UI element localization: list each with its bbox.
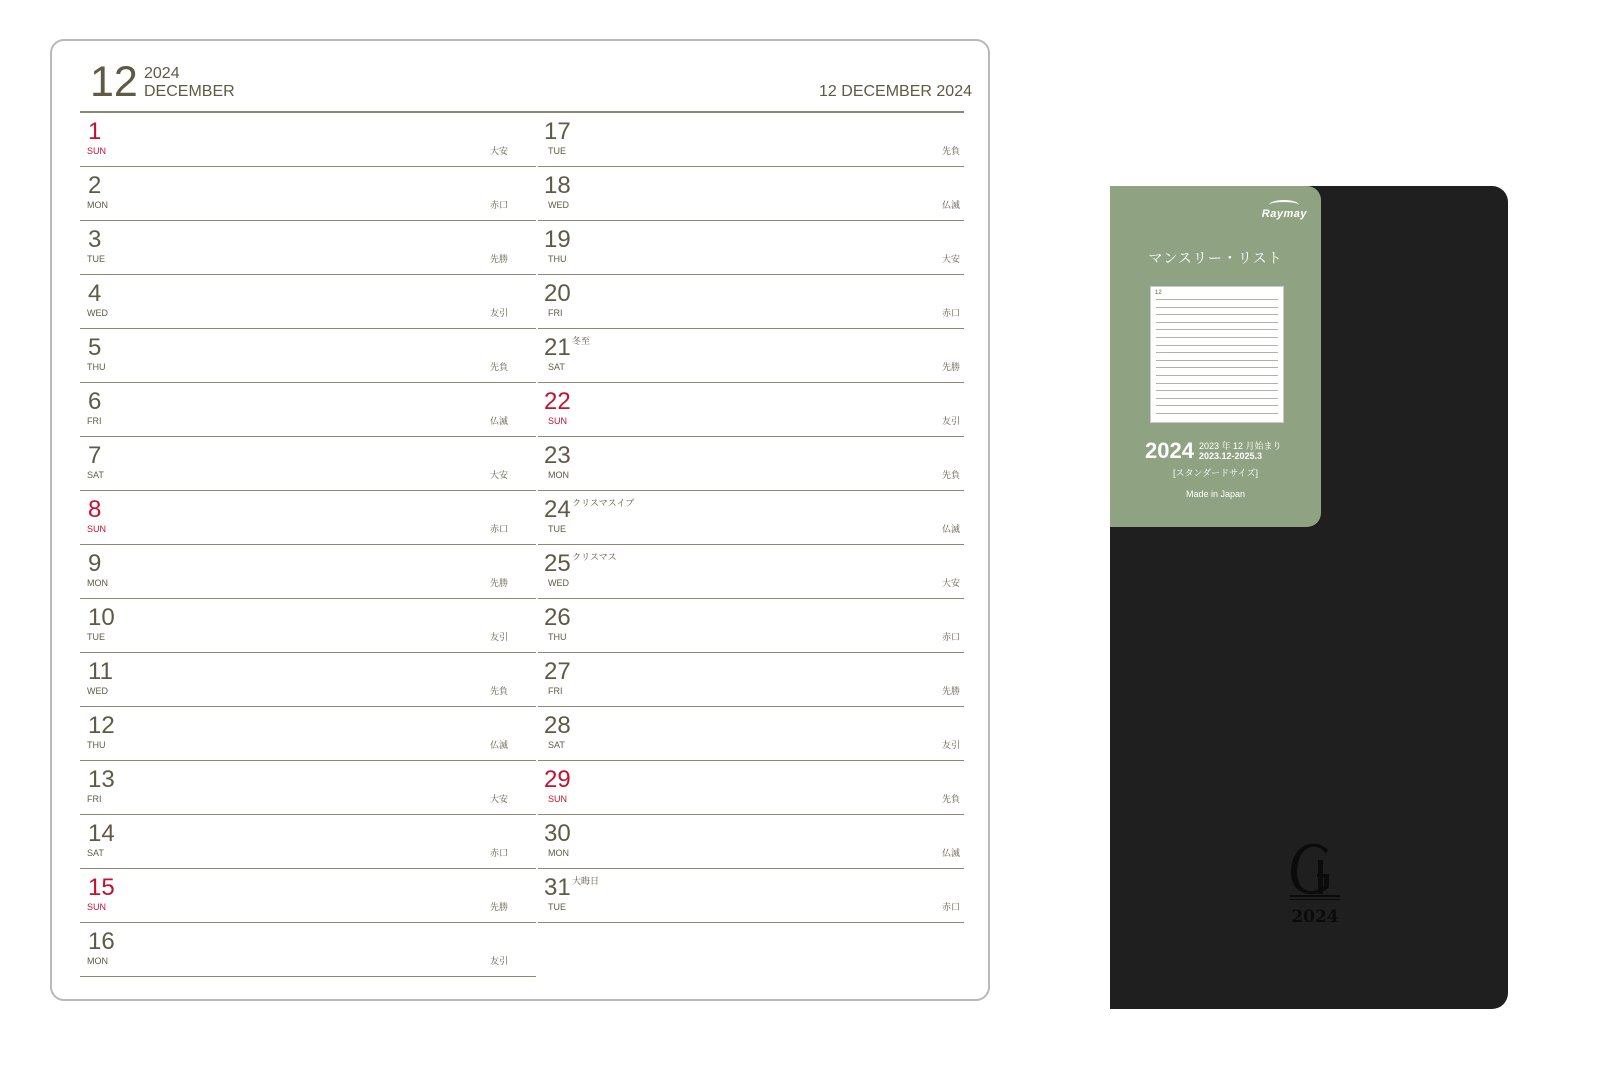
mini-row-line: [1156, 390, 1278, 391]
day-number: 21: [544, 334, 571, 361]
day-number: 8: [88, 496, 102, 523]
day-row: [538, 815, 964, 869]
weekday-label: SAT: [87, 848, 104, 858]
day-number: 18: [544, 172, 571, 199]
day-row: [80, 869, 536, 923]
cover-year: 2024: [1145, 438, 1194, 463]
day-number: 2: [88, 172, 102, 199]
mini-row-line: [1156, 307, 1278, 308]
mini-row-line: [1156, 314, 1278, 315]
day-number: 20: [544, 280, 571, 307]
month-number: 12: [90, 58, 138, 106]
weekday-label: THU: [87, 362, 106, 372]
header-right-title: 12 DECEMBER 2024: [819, 83, 972, 100]
day-number: 1: [88, 118, 102, 145]
day-number: 7: [88, 442, 102, 469]
day-row: [80, 275, 536, 329]
rokuyo-label: 赤口: [489, 200, 508, 210]
day-number: 26: [544, 604, 571, 631]
weekday-label: SUN: [548, 416, 568, 426]
mini-row-line: [1156, 360, 1278, 361]
day-number: 17: [544, 118, 571, 145]
day-row: [538, 329, 964, 383]
cover-label: [1110, 186, 1321, 527]
day-row: [80, 113, 536, 167]
weekday-label: SAT: [87, 470, 104, 480]
weekday-label: THU: [548, 254, 567, 264]
weekday-label: MON: [548, 470, 569, 480]
day-row: [538, 167, 964, 221]
weekday-label: SAT: [548, 740, 565, 750]
holiday-label: クリスマスイブ: [572, 498, 635, 508]
rokuyo-label: 先負: [941, 794, 960, 804]
day-row: [538, 491, 964, 545]
day-number: 13: [88, 766, 115, 793]
day-number: 31: [544, 874, 571, 901]
day-row: [538, 761, 964, 815]
holiday-label: クリスマス: [572, 552, 617, 562]
weekday-label: SUN: [87, 902, 107, 912]
cover-size: [スタンダードサイズ]: [1173, 468, 1258, 478]
day-number: 19: [544, 226, 571, 253]
holiday-label: 冬至: [572, 336, 591, 346]
mini-row-line: [1156, 398, 1278, 399]
rokuyo-label: 友引: [489, 308, 508, 318]
rokuyo-label: 先勝: [489, 902, 508, 912]
day-number: 4: [88, 280, 102, 307]
day-number: 3: [88, 226, 102, 253]
day-number: 24: [544, 496, 571, 523]
rokuyo-label: 大安: [489, 146, 508, 156]
weekday-label: TUE: [87, 254, 105, 264]
weekday-label: MON: [87, 578, 108, 588]
rokuyo-label: 大安: [941, 254, 960, 264]
weekday-label: SUN: [87, 146, 107, 156]
day-row: [80, 383, 536, 437]
rokuyo-label: 赤口: [941, 902, 960, 912]
planner-page: [50, 39, 990, 1001]
day-row: [80, 923, 536, 977]
rokuyo-label: 仏滅: [941, 200, 960, 210]
day-number: 15: [88, 874, 115, 901]
day-row: [80, 437, 536, 491]
brand-logo: Raymay: [1261, 208, 1307, 220]
day-number: 16: [88, 928, 115, 955]
weekday-label: MON: [548, 848, 569, 858]
day-number: 23: [544, 442, 571, 469]
weekday-label: THU: [87, 740, 106, 750]
mini-row-line: [1156, 375, 1278, 376]
day-row: [80, 545, 536, 599]
rokuyo-label: 仏滅: [489, 416, 508, 426]
day-row: [538, 221, 964, 275]
day-row: [538, 653, 964, 707]
rokuyo-label: 先負: [489, 362, 508, 372]
mini-row-line: [1156, 299, 1278, 300]
day-number: 14: [88, 820, 115, 847]
day-row: [80, 221, 536, 275]
mini-row-line: [1156, 367, 1278, 368]
rokuyo-label: 友引: [941, 416, 960, 426]
day-number: 6: [88, 388, 102, 415]
rokuyo-label: 大安: [489, 794, 508, 804]
rokuyo-label: 赤口: [941, 632, 960, 642]
rokuyo-label: 大安: [489, 470, 508, 480]
month-year: 2024: [144, 65, 180, 82]
rokuyo-label: 先勝: [941, 686, 960, 696]
weekday-label: FRI: [548, 308, 563, 318]
rokuyo-label: 仏滅: [941, 524, 960, 534]
rokuyo-label: 赤口: [489, 848, 508, 858]
day-number: 11: [88, 658, 113, 685]
mini-month: 12: [1155, 290, 1162, 296]
day-row: [538, 113, 964, 167]
holiday-label: 大晦日: [572, 876, 600, 886]
rokuyo-label: 友引: [489, 956, 508, 966]
weekday-label: FRI: [87, 416, 102, 426]
weekday-label: TUE: [548, 146, 566, 156]
weekday-label: SAT: [548, 362, 565, 372]
day-row: [538, 275, 964, 329]
day-number: 10: [88, 604, 115, 631]
weekday-label: WED: [87, 686, 108, 696]
mini-row-line: [1156, 329, 1278, 330]
rokuyo-label: 先負: [941, 146, 960, 156]
rokuyo-label: 先勝: [489, 578, 508, 588]
weekday-label: TUE: [548, 902, 566, 912]
day-row: [80, 329, 536, 383]
weekday-label: TUE: [87, 632, 105, 642]
weekday-label: SUN: [548, 794, 568, 804]
mini-row-line: [1156, 413, 1278, 414]
day-row: [538, 383, 964, 437]
day-row: [80, 707, 536, 761]
rokuyo-label: 友引: [489, 632, 508, 642]
rokuyo-label: 先勝: [941, 362, 960, 372]
day-row: [538, 599, 964, 653]
day-number: 25: [544, 550, 571, 577]
mini-page-preview: [1150, 286, 1284, 423]
day-column-left: [80, 113, 536, 977]
mini-row-line: [1156, 352, 1278, 353]
rokuyo-label: 友引: [941, 740, 960, 750]
weekday-label: THU: [548, 632, 567, 642]
weekday-label: TUE: [548, 524, 566, 534]
rokuyo-label: 仏滅: [489, 740, 508, 750]
day-row: [538, 707, 964, 761]
day-number: 27: [544, 658, 571, 685]
day-row: [538, 869, 964, 923]
day-row: [80, 653, 536, 707]
weekday-label: MON: [87, 200, 108, 210]
mini-row-line: [1156, 405, 1278, 406]
weekday-label: FRI: [87, 794, 102, 804]
day-number: 30: [544, 820, 571, 847]
weekday-label: MON: [87, 956, 108, 966]
day-row: [538, 545, 964, 599]
day-number: 29: [544, 766, 571, 793]
mini-row-line: [1156, 337, 1278, 338]
weekday-label: SUN: [87, 524, 107, 534]
weekday-label: FRI: [548, 686, 563, 696]
month-name: DECEMBER: [144, 83, 235, 100]
day-number: 28: [544, 712, 571, 739]
day-number: 5: [88, 334, 102, 361]
cover-start-text: 2023 年 12 月始まり: [1199, 441, 1282, 451]
rokuyo-label: 先負: [941, 470, 960, 480]
rokuyo-label: 赤口: [941, 308, 960, 318]
rokuyo-label: 先勝: [489, 254, 508, 264]
day-number: 12: [88, 712, 115, 739]
day-row: [538, 437, 964, 491]
mini-row-line: [1156, 322, 1278, 323]
rokuyo-label: 大安: [941, 578, 960, 588]
weekday-label: WED: [548, 578, 569, 588]
day-number: 22: [544, 388, 571, 415]
rokuyo-label: 先負: [489, 686, 508, 696]
day-row: [80, 167, 536, 221]
cover-title: マンスリー・リスト: [1148, 250, 1283, 266]
day-number: 9: [88, 550, 102, 577]
emblem-year: 2024: [1291, 907, 1339, 926]
day-row: [80, 491, 536, 545]
rokuyo-label: 赤口: [489, 524, 508, 534]
day-column-right: [538, 113, 964, 923]
day-row: [80, 599, 536, 653]
day-row: [80, 761, 536, 815]
rokuyo-label: 仏滅: [941, 848, 960, 858]
cover-made-in: Made in Japan: [1185, 489, 1246, 499]
day-row: [80, 815, 536, 869]
mini-row-line: [1156, 345, 1278, 346]
weekday-label: WED: [87, 308, 108, 318]
g-emblem-icon: [1288, 840, 1342, 926]
mini-row-line: [1156, 383, 1278, 384]
weekday-label: WED: [548, 200, 569, 210]
cover-range: 2023.12-2025.3: [1199, 451, 1263, 461]
